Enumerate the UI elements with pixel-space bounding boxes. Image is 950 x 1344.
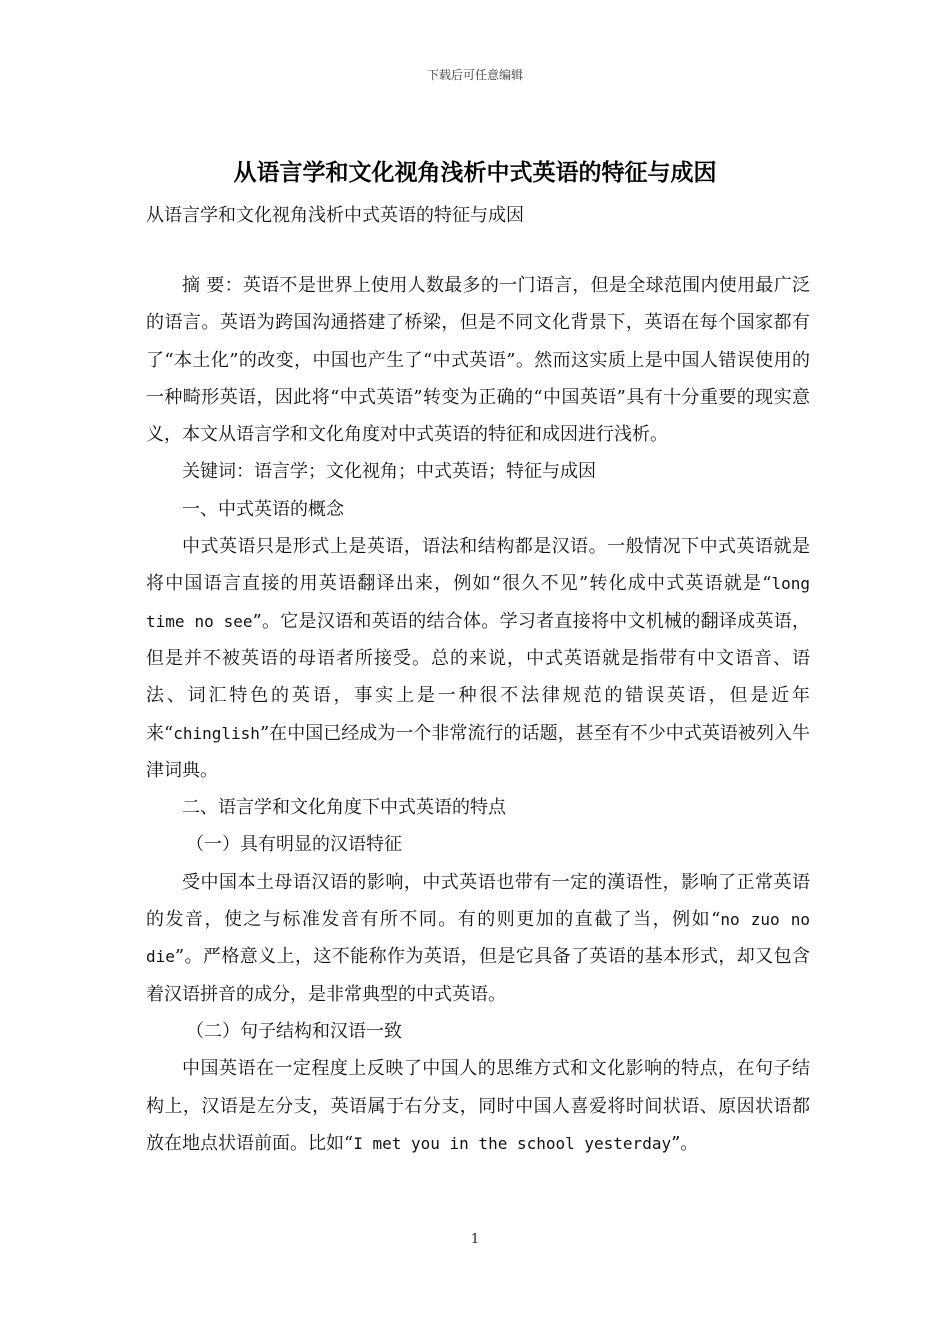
sentence-structure-text-1: 中国英语在一定程度上反映了中国人的思维方式和文化影响的特点，在句子结构上，汉语是左分支，英语属于右分支，同时中国人喜爱将时间状语、原因状语都放在地点状语前面。比如“: [146, 1058, 810, 1154]
document-subtitle: 从语言学和文化视角浅析中式英语的特征与成因: [146, 205, 524, 226]
chinese-features-code-1: no zuo no die: [146, 910, 810, 967]
concept-code-1: long time no see: [146, 574, 810, 631]
subsection-heading-chinese-features: （一）具有明显的汉语特征: [186, 834, 402, 856]
sentence-structure-paragraph: [146, 1050, 810, 1162]
keywords-line: 关键词：语言学；文化视角；中式英语；特征与成因: [182, 461, 596, 483]
chinese-features-text-2: ”。严格意义上，这不能称作为英语，但是它具备了英语的基本形式，却又包含着汉语拼音的成分，是非常典型的中式英语。: [146, 946, 810, 1005]
concept-code-2: chinglish: [173, 723, 260, 743]
sentence-structure-code-1: I met you in the school yesterday: [353, 1133, 672, 1153]
document-body: [146, 267, 810, 1162]
header-note: 下载后可任意编辑: [426, 68, 523, 82]
concept-paragraph: [146, 528, 810, 789]
concept-text-1: 中式英语只是形式上是英语，语法和结构都是汉语。一般情况下中式英语就是将中国语言直接的用英语翻译出来，例如“很久不见”转化成中式英语就是“: [146, 536, 810, 595]
document-title: 从语言学和文化视角浅析中式英语的特征与成因: [233, 159, 717, 186]
chinese-features-text-1: 受中国本土母语汉语的影响，中式英语也带有一定的漢语性，影响了正常英语的发音，使之与标准发音有所不同。有的则更加的直截了当，例如“: [146, 871, 810, 931]
concept-text-3: ”在中国已经成为一个非常流行的话题，甚至有不少中式英语被列入牛津词典。: [146, 722, 810, 781]
page-number: 1: [470, 1232, 480, 1247]
abstract-paragraph: 摘 要：英语不是世界上使用人数最多的一门语言，但是全球范围内使用最广泛的语言。英语为跨国沟通搭建了桥梁，但是不同文化背景下，英语在每个国家都有了“本土化”的改变，中国也产生了“中式英语”。然而这实质上是中国人错误使用的一种畸形英语，因此将“中式英语”转变为正确的“中国英语”具有十分重要的现实意义，本文从语言学和文化角度对中式英语的特征和成因进行浅析。: [146, 275, 810, 446]
chinese-features-paragraph: [146, 864, 810, 1013]
section-heading-features: 二、语言学和文化角度下中式英语的特点: [182, 797, 506, 819]
concept-text-2: ”。它是汉语和英语的结合体。学习者直接将中文机械的翻译成英语，但是并不被英语的母语者所接受。总的来说，中式英语就是指带有中文语音、语法、词汇特色的英语，事实上是一种很不法律规范的错误英语，但是近年来“: [146, 610, 810, 744]
section-heading-concept: 一、中式英语的概念: [182, 498, 344, 520]
subsection-heading-sentence-structure: （二）句子结构和汉语一致: [186, 1020, 402, 1042]
sentence-structure-text-2: ”。: [671, 1132, 699, 1154]
